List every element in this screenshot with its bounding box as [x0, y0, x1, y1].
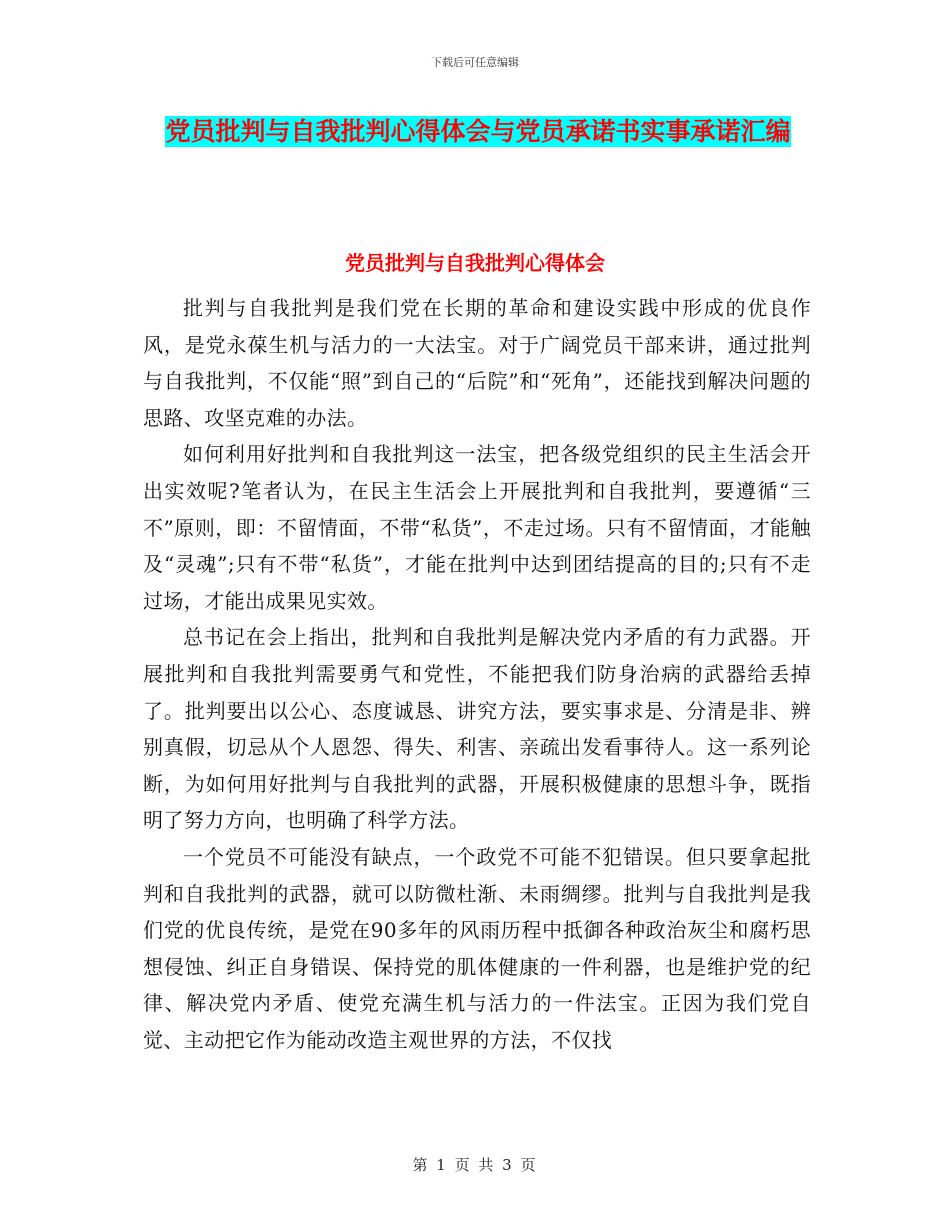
body-paragraph: 总书记在会上指出，批判和自我批判是解决党内矛盾的有力武器。开展批判和自我批判需要勇气和党性，不能把我们防身治病的武器给丢掉了。批判要出以公心、态度诚恳、讲究方法，要实事求是、分清是非、辨别真假，切忌从个人恩怨、得失、利害、亲疏出发看事待人。这一系列论断，为如何用好批判与自我批判的武器，开展积极健康的思想斗争，既指明了努力方向，也明确了科学方法。 [143, 625, 811, 833]
body-paragraph: 如何利用好批判和自我批判这一法宝，把各级党组织的民主生活会开出实效呢?笔者认为，在民主生活会上开展批判和自我批判，要遵循“三不”原则，即：不留情面，不带“私货”，不走过场。只有不留情面，才能触及“灵魂”;只有不带“私货”，才能在批判中达到团结提高的目的;只有不走过场，才能出成果见实效。 [143, 442, 811, 613]
page-number: 第 1 页 共 3 页 [412, 1156, 538, 1174]
document-title-text: 党员批判与自我批判心得体会与党员承诺书实事承诺汇编 [165, 117, 791, 146]
document-title [140, 110, 816, 154]
document-body [143, 290, 811, 1058]
body-paragraph: 一个党员不可能没有缺点，一个政党不可能不犯错误。但只要拿起批判和自我批判的武器，就可以防微杜渐、未雨绸缪。批判与自我批判是我们党的优良传统，是党在90多年的风雨历程中抵御各种政治灰尘和腐朽思想侵蚀、纠正自身错误、保持党的肌体健康的一件利器，也是维护党的纪律、解决党内矛盾、使党充满生机与活力的一件法宝。正因为我们党自觉、主动把它作为能动改造主观世界的方法，不仅找 [143, 844, 811, 1052]
page-header-note: 下载后可任意编辑 [431, 56, 519, 69]
body-paragraph: 批判与自我批判是我们党在长期的革命和建设实践中形成的优良作风，是党永葆生机与活力的一大法宝。对于广阔党员干部来讲，通过批判与自我批判，不仅能“照”到自己的“后院”和“死角”，还能找到解决问题的思路、攻坚克难的办法。 [143, 296, 811, 430]
section-title: 党员批判与自我批判心得体会 [345, 251, 605, 275]
